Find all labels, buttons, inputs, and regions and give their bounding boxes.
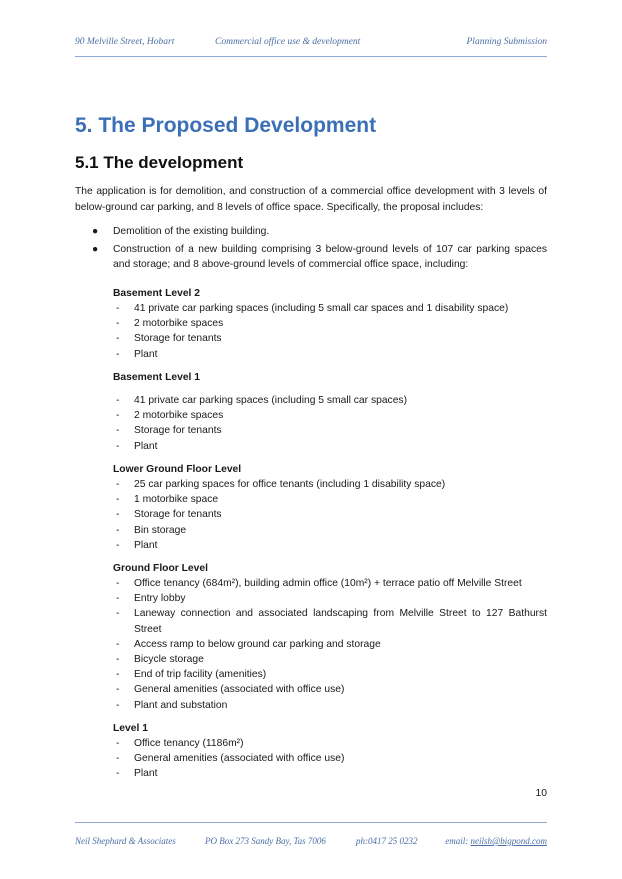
- bullet-item: ● Construction of a new building comprising 3 below-ground levels of 107 car parking spaces and storage; and 8 above-ground levels of commercial office space, including:: [92, 243, 547, 270]
- list-item: - 2 motorbike spaces: [116, 318, 224, 330]
- section-title: Basement Level 2: [113, 288, 200, 299]
- list-item: - Plant: [116, 768, 158, 780]
- proposal-bullet-list: [75, 224, 547, 275]
- list-item: - Access ramp to below ground car parking and storage: [116, 638, 381, 650]
- section-ground-floor: [113, 561, 547, 713]
- list-item: - Bin storage: [116, 524, 187, 536]
- bullet-item: ● Demolition of the existing building.: [75, 224, 547, 240]
- section-item-list: [113, 576, 547, 713]
- section-item-list: [113, 393, 547, 454]
- list-item: - 2 motorbike spaces: [116, 410, 224, 422]
- page-number: 10: [535, 788, 547, 799]
- section-item-list: [113, 301, 547, 362]
- list-item: - Storage for tenants: [116, 509, 222, 521]
- header-address: 90 Melville Street, Hobart: [75, 37, 175, 47]
- header-subject: Commercial office use & development: [215, 37, 361, 47]
- section-item-list: [113, 736, 547, 782]
- list-item: - Storage for tenants: [116, 425, 222, 437]
- header-doc-type: Planning Submission: [466, 37, 547, 47]
- section-title: Basement Level 1: [113, 372, 200, 383]
- list-item: - Office tenancy (684m²), building admin office (10m²) + terrace patio off Melville Street: [116, 578, 522, 589]
- subsection-heading: 5.1 The development: [75, 153, 244, 172]
- list-item: - 41 private car parking spaces (including 5 small car spaces): [116, 395, 407, 406]
- footer-phone: ph:0417 25 0232: [356, 836, 418, 846]
- list-item: - 25 car parking spaces for office tenants (including 1 disability space): [116, 479, 446, 490]
- header-rule: [75, 56, 547, 57]
- section-item-list: [113, 477, 547, 553]
- footer-rule: [75, 822, 547, 823]
- page-header: [75, 37, 547, 51]
- list-item: - Office tenancy (1186m²): [116, 738, 244, 749]
- intro-paragraph: The application is for demolition, and construction of a commercial office development with 3 levels of below-ground car parking, and 8 levels of office space. Specifically, the proposal includes:: [75, 186, 547, 213]
- section-lower-ground-floor: [113, 462, 547, 553]
- section-title: Level 1: [113, 723, 148, 734]
- list-item: - Storage for tenants: [116, 333, 222, 345]
- section-heading: 5. The Proposed Development: [75, 114, 377, 137]
- footer-company: Neil Shephard & Associates: [75, 836, 176, 846]
- list-item: - General amenities (associated with office use): [116, 753, 345, 765]
- section-basement-level-1: [113, 370, 547, 454]
- footer-email-group: [445, 836, 547, 846]
- section-title: Ground Floor Level: [113, 563, 208, 574]
- footer-email-link[interactable]: neilsh@bigpond.com: [470, 836, 547, 846]
- section-basement-level-2: [113, 286, 547, 362]
- list-item: - Plant and substation: [116, 699, 228, 711]
- section-title: Lower Ground Floor Level: [113, 464, 242, 475]
- list-item: - End of trip facility (amenities): [116, 669, 267, 681]
- footer-po-box: PO Box 273 Sandy Bay, Tas 7006: [205, 836, 326, 846]
- list-item: - Bicycle storage: [116, 654, 204, 666]
- list-item: - Laneway connection and associated landscaping from Melville Street to 127 Bathurst Street: [116, 608, 547, 635]
- list-item: - Plant: [116, 440, 158, 452]
- list-item: - 1 motorbike space: [116, 494, 219, 506]
- bullet-icon: ●: [92, 243, 99, 255]
- section-level-1: [113, 721, 547, 782]
- bullet-icon: ●: [92, 226, 99, 237]
- list-item: - Entry lobby: [116, 593, 186, 605]
- list-item: - 41 private car parking spaces (including 5 small car spaces and 1 disability space): [116, 303, 509, 314]
- list-item: - Plant: [116, 348, 158, 360]
- page-footer: [75, 836, 547, 850]
- footer-email-label: email:: [445, 836, 469, 846]
- list-item: - General amenities (associated with office use): [116, 684, 345, 696]
- list-item: - Plant: [116, 539, 158, 551]
